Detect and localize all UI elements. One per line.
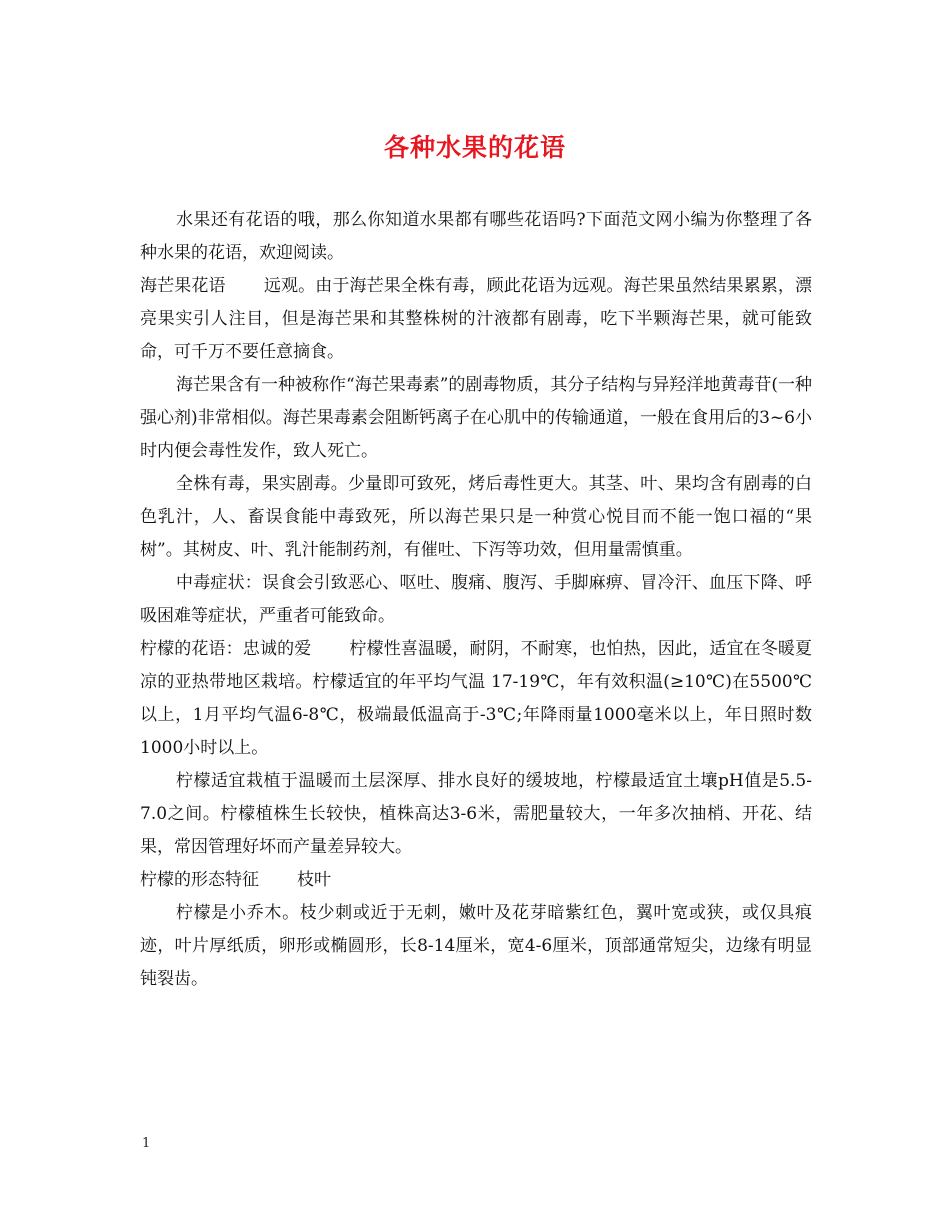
section-label: 海芒果花语 [140, 276, 226, 296]
lemon-leaves-paragraph [140, 897, 812, 996]
paragraph-text: 全株有毒，果实剧毒。少量即可致死，烤后毒性更大。其茎、叶、果均含有剧毒的白色乳汁，人、畜误食能中毒致死，所以海芒果只是一种赏心悦目而不能一饱口福的“果树”。其树皮、叶、乳汁能制药剂，有催吐、下泻等功效，但用量需慎重。 [140, 474, 812, 560]
paragraph-text: 远观。由于海芒果全株有毒，顾此花语为远观。海芒果虽然结果累累，漂亮果实引人注目，但是海芒果和其整株树的汁液都有剧毒，吃下半颗海芒果，就可能致命，可千万不要任意摘食。 [140, 276, 813, 362]
section-label: 柠檬的形态特征 [140, 870, 259, 890]
sea-mango-toxin-paragraph [140, 369, 812, 468]
sea-mango-heading-paragraph [140, 270, 812, 369]
paragraph-text: 柠檬适宜栽植于温暖而土层深厚、排水良好的缓坡地，柠檬最适宜土壤pH值是5.5-7.0之间。柠檬植株生长较快，植株高达3-6米，需肥量较大，一年多次抽梢、开花、结果，常因管理好坏而产量差异较大。 [140, 771, 812, 857]
paragraph-text: 中毒症状：误食会引致恶心、呕吐、腹痛、腹泻、手脚麻痹、冒冷汗、血压下降、呼吸困难等症状，严重者可能致命。 [140, 573, 812, 626]
section-label: 柠檬的花语：忠诚的爱 [140, 639, 312, 659]
lemon-soil-paragraph [140, 765, 812, 864]
symptoms-paragraph [140, 567, 812, 633]
lemon-heading-paragraph [140, 633, 812, 765]
paragraph-text: 海芒果含有一种被称作“海芒果毒素”的剧毒物质，其分子结构与异羟洋地黄毒苷(一种强心剂)非常相似。海芒果毒素会阻断钙离子在心肌中的传输通道，一般在食用后的3~6小时内便会毒性发作，致人死亡。 [140, 375, 813, 461]
paragraph-text: 柠檬是小乔木。枝少刺或近于无刺，嫩叶及花芽暗紫红色，翼叶宽或狭，或仅具痕迹，叶片厚纸质，卵形或椭圆形，长8-14厘米，宽4-6厘米，顶部通常短尖，边缘有明显钝裂齿。 [140, 903, 812, 989]
sea-mango-poison-paragraph [140, 468, 812, 567]
page-number: 1 [142, 1136, 151, 1151]
document-title: 各种水果的花语 [383, 133, 566, 162]
lemon-morphology-heading [140, 864, 812, 897]
paragraph-text: 柠檬性喜温暖，耐阴，不耐寒，也怕热，因此，适宜在冬暖夏凉的亚热带地区栽培。柠檬适宜的年平均气温 17-19℃，年有效积温(≥10℃)在5500℃以上，1月平均气温6-8℃，极端最低温高于-3℃;年降雨量1000毫米以上，年日照时数1000小时以上。 [140, 639, 813, 758]
paragraph-text: 水果还有花语的哦，那么你知道水果都有哪些花语吗?下面范文网小编为你整理了各种水果的花语，欢迎阅读。 [140, 210, 812, 263]
subheading-text: 枝叶 [297, 870, 331, 890]
document-body [140, 204, 812, 996]
intro-paragraph [140, 204, 812, 270]
